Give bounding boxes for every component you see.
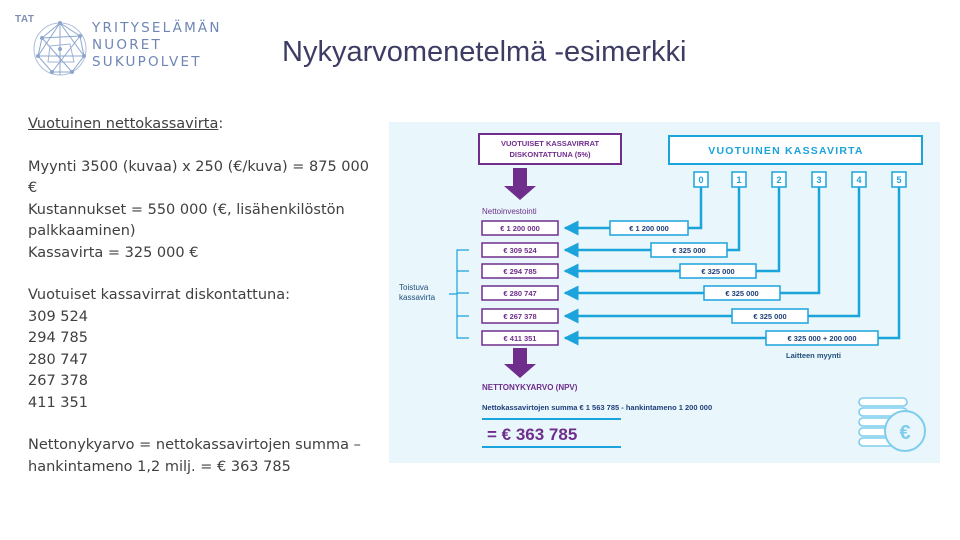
right-value: € 325 000 [753, 312, 787, 321]
discounted-value: 294 785 [28, 330, 88, 346]
npv-result: = € 363 785 [487, 425, 578, 444]
npv-heading: NETTONYKYARVO (NPV) [482, 383, 578, 392]
left-value: € 1 200 000 [500, 224, 540, 233]
logo-line-3: SUKUPOLVET [92, 54, 202, 70]
cashflow-heading-colon: : [218, 116, 224, 132]
year-label: 0 [698, 175, 704, 185]
year-label: 5 [896, 175, 902, 185]
discounted-header-2: DISKONTATTUNA (5%) [509, 150, 591, 159]
year-boxes [694, 172, 906, 187]
logo [12, 14, 222, 84]
npv-diagram [389, 122, 940, 463]
calc-line: Kassavirta = 325 000 € [28, 244, 199, 261]
left-value: € 411 351 [503, 334, 537, 343]
left-value: € 294 785 [503, 267, 537, 276]
network-globe-icon [30, 18, 90, 80]
discounted-value: 309 524 [28, 308, 88, 325]
discounted-heading: Vuotuiset kassavirrat diskontattuna: [28, 287, 290, 303]
left-value: € 309 524 [503, 246, 537, 255]
cashflow-heading-line [28, 114, 378, 136]
right-value: € 1 200 000 [629, 224, 669, 233]
right-value: € 325 000 [725, 289, 759, 298]
machine-sale-label: Laitteen myynti [786, 351, 842, 360]
net-investment-label: Nettoinvestointi [482, 207, 537, 216]
page-title: Nykyarvomenetelmä -esimerkki [282, 36, 687, 68]
discounted-value: 411 351 [28, 394, 88, 411]
right-values [610, 221, 878, 345]
year-label: 3 [816, 175, 822, 185]
right-value: € 325 000 [701, 267, 735, 276]
calc-line: Myynti 3500 (kuvaa) x 250 (€/kuva) = 875 000 € [28, 158, 369, 196]
discounted-value: 280 747 [28, 351, 88, 368]
logo-line-1: YRITYSELÄMÄN [92, 20, 222, 36]
right-value: € 325 000 + 200 000 [787, 334, 857, 343]
year-label: 1 [736, 175, 742, 185]
logo-tat: TAT [15, 14, 35, 25]
npv-formula: Nettokassavirtojen summa € 1 563 785 - hankintameno 1 200 000 [482, 403, 713, 412]
down-arrow-icon [504, 348, 536, 378]
coin-stack-icon [859, 398, 925, 451]
down-arrow-icon [504, 168, 536, 200]
flow-arrow-1 [565, 187, 739, 250]
left-value: € 267 378 [503, 312, 537, 321]
discounted-value: 267 378 [28, 373, 88, 389]
recurring-label-1: Toistuva [399, 283, 429, 292]
npv-infographic [389, 122, 940, 463]
annual-header: VUOTUINEN KASSAVIRTA [708, 145, 864, 157]
euro-icon: € [899, 422, 911, 444]
calc-line: Kustannukset = 550 000 (€, lisähenkilöstön palkkaaminen) [28, 201, 345, 239]
left-value: € 280 747 [503, 289, 537, 298]
logo-line-2: NUORET [92, 37, 162, 53]
npv-text: Nettonykyarvo = nettokassavirtojen summa – hankintameno 1,2 milj. = € 363 785 [28, 437, 361, 475]
year-label: 2 [776, 175, 782, 185]
discounted-header-1: VUOTUISET KASSAVIRRAT [500, 139, 600, 148]
explanation-text [28, 114, 378, 478]
right-value: € 325 000 [672, 246, 706, 255]
recurring-label-2: kassavirta [399, 293, 436, 302]
cashflow-heading: Vuotuinen nettokassavirta [28, 116, 219, 132]
year-label: 4 [856, 175, 862, 185]
left-values [482, 221, 558, 345]
